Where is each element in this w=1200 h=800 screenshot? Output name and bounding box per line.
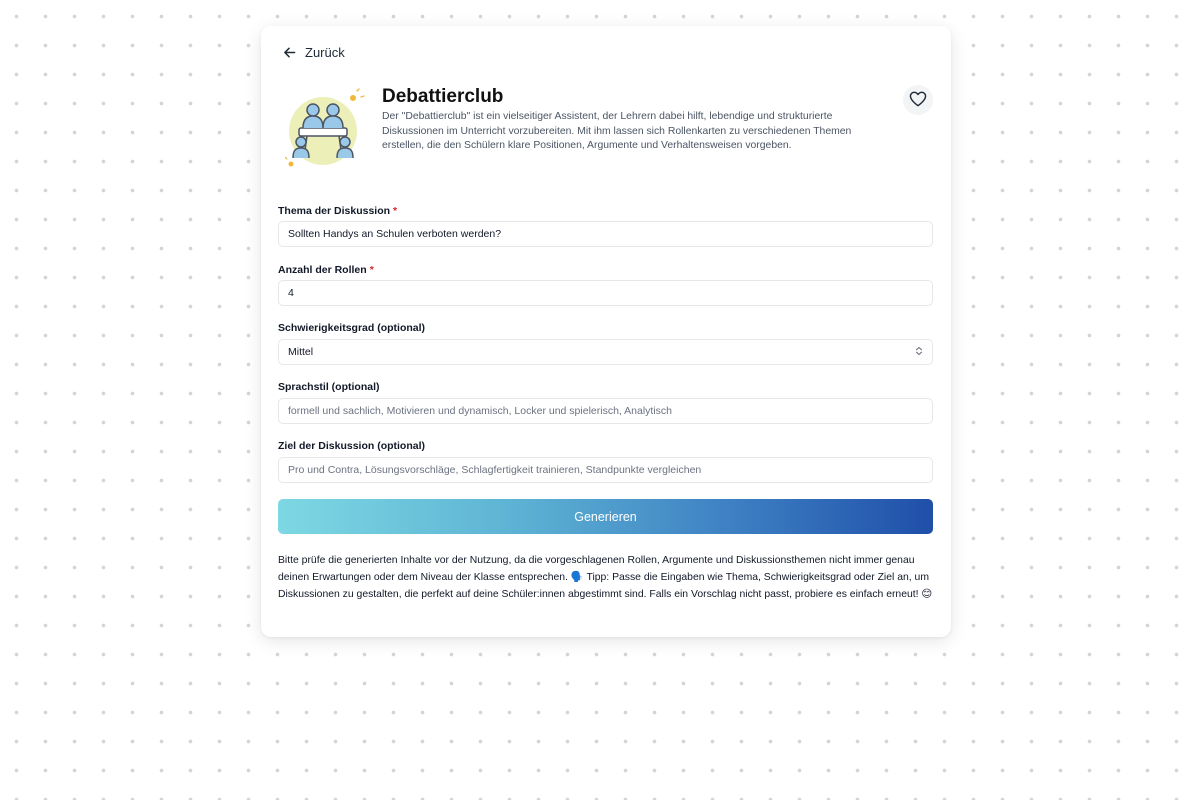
difficulty-select[interactable]	[278, 339, 933, 365]
heart-icon	[909, 91, 927, 110]
goal-label: Ziel der Diskussion (optional)	[278, 440, 426, 452]
language-style-label: Sprachstil (optional)	[278, 381, 380, 393]
back-label: Zurück	[305, 44, 345, 60]
page-title: Debattierclub	[382, 86, 504, 107]
back-button[interactable]	[283, 42, 345, 62]
language-style-input[interactable]	[278, 398, 933, 424]
required-marker: *	[393, 205, 398, 217]
tool-card	[261, 26, 951, 637]
arrow-left-icon	[283, 46, 296, 59]
required-marker: *	[369, 264, 374, 276]
goal-input[interactable]	[278, 457, 933, 483]
role-count-label	[278, 263, 374, 277]
topic-label	[278, 204, 397, 218]
topic-input[interactable]	[278, 221, 933, 247]
disclaimer-text: Bitte prüfe die generierten Inhalte vor der Nutzung, da die vorgeschlagenen Rollen, Argumente und Diskussionsthemen nicht immer genau deinen Erwartungen oder dem Niveau der Klasse entsprechen. 🗣️ Tipp: Passe die Eingaben wie Thema, Schwierigkeitsgrad oder Ziel an, um Diskussionen zu gestalten, die perfekt auf deine Schüler:innen abgestimmt sind. Falls ein Vorschlag nicht passt, probiere es einfach erneut! 😊	[278, 555, 933, 600]
tool-description: Der "Debattierclub" ist ein vielseitiger Assistent, der Lehrern dabei hilft, lebendige und strukturierte Diskussionen im Unterricht vorzubereiten. Mit ihm lassen sich Rollenkarten zu verschiedenen Themen erstellen, die den Schülern klare Positionen, Argumente und Verhaltensweisen vorgeben.	[382, 111, 852, 151]
role-count-input[interactable]	[278, 280, 933, 306]
favorite-button[interactable]	[903, 85, 933, 115]
chevron-up-down-icon	[915, 346, 923, 359]
role-count-label-text: Anzahl der Rollen	[278, 264, 367, 276]
difficulty-label: Schwierigkeitsgrad (optional)	[278, 322, 426, 334]
topic-label-text: Thema der Diskussion	[278, 205, 391, 217]
debate-group-icon	[285, 88, 365, 170]
difficulty-selected-value: Mittel	[288, 346, 314, 358]
generate-button[interactable]: Generieren	[278, 499, 933, 534]
